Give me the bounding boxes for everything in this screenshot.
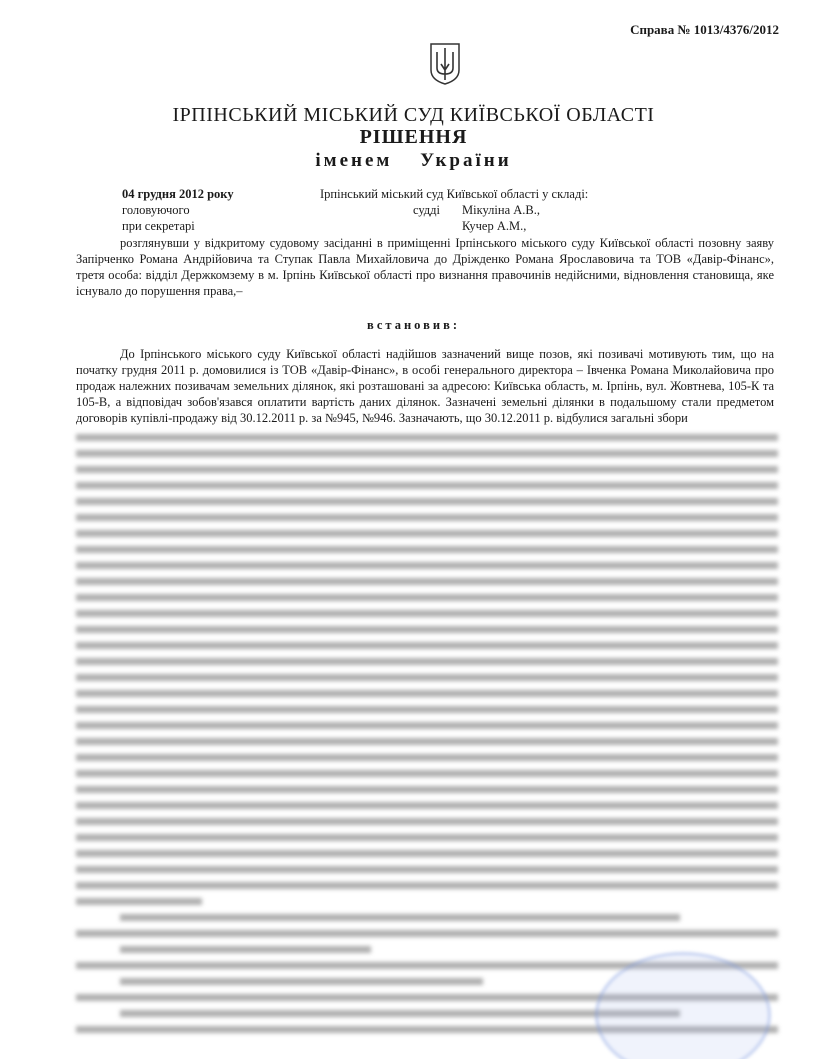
redacted-line	[76, 514, 778, 521]
presiding-label: головуючого	[122, 203, 190, 217]
trident-emblem-icon	[428, 40, 462, 86]
redacted-line	[76, 546, 778, 553]
redacted-line	[76, 690, 778, 697]
in-the-name-of-ukraine: іменем України	[315, 150, 512, 171]
secretary-label: при секретарі	[122, 219, 195, 233]
judge-row	[320, 202, 620, 218]
redacted-line	[76, 706, 778, 713]
redacted-line	[76, 722, 778, 729]
redacted-line	[76, 882, 778, 889]
redacted-line	[76, 754, 778, 761]
redacted-line	[120, 946, 371, 953]
redacted-line	[76, 786, 778, 793]
redacted-line	[76, 610, 778, 617]
redacted-line	[120, 914, 680, 921]
redacted-line	[76, 450, 778, 457]
redacted-line	[76, 530, 778, 537]
secretary-row	[320, 218, 620, 234]
redacted-line	[76, 642, 778, 649]
redacted-line	[76, 930, 778, 937]
redacted-line	[120, 978, 483, 985]
case-number: Справа № 1013/4376/2012	[630, 22, 779, 37]
redacted-line	[76, 658, 778, 665]
redacted-line	[76, 770, 778, 777]
redacted-line	[76, 482, 778, 489]
redacted-line	[76, 738, 778, 745]
redacted-line	[76, 898, 202, 905]
redacted-line	[76, 802, 778, 809]
composition-text: Ірпінський міський суд Київської області у складі:	[320, 187, 589, 201]
redacted-line	[76, 498, 778, 505]
secretary-role-spacer	[320, 218, 462, 234]
redacted-line	[76, 578, 778, 585]
decision-title: РІШЕННЯ	[359, 126, 468, 148]
intro-paragraph: розглянувши у відкритому судовому засіданні в приміщенні Ірпінського міського суду Київської області позовну заяву Запірченко Романа Андрійовича та Ступак Павла Михайловича до Дріжденко Романа Ярославовича та ТОВ «Давір-Фінанс», третя особа: відділ Держкомзему в м. Ірпінь Київської області про визнання правочинів недійсними, відновлення становища, яке існувало до порушення права,–	[76, 236, 774, 298]
redacted-line	[76, 466, 778, 473]
redacted-line	[76, 674, 778, 681]
court-composition	[320, 186, 620, 234]
redacted-line	[76, 594, 778, 601]
decision-date: 04 грудня 2012 року	[122, 187, 234, 201]
hearing-meta-left	[122, 186, 234, 234]
redacted-line	[76, 434, 778, 441]
court-name: ІРПІНСЬКИЙ МІСЬКИЙ СУД КИЇВСЬКОЇ ОБЛАСТІ	[172, 104, 655, 126]
secretary-name: Кучер А.М.,	[462, 219, 527, 233]
redacted-line	[76, 866, 778, 873]
judge-name: Мікуліна А.В.,	[462, 203, 540, 217]
redacted-line	[76, 626, 778, 633]
redacted-line	[76, 562, 778, 569]
body-paragraph: До Ірпінського міського суду Київської області надійшов зазначений вище позов, які позивачі мотивують тим, що на початку грудня 2011 р. домовилися із ТОВ «Давір-Фінанс», в особі генерального директора – Івченка Романа Миколайовича про продаж належних позивачам земельних ділянок, які розташовані за адресою: Київська область, м. Ірпінь, вул. Жовтнева, 105-К та 105-В, а відповідач зобов'язався оплатити вартість даних ділянок. Зазначені земельні ділянки в подальшому стали предметом договорів купівлі-продажу від 30.12.2011 р. за №945, №946. Зазначають, що 30.12.2011 р. відбулися загальні збори	[76, 347, 774, 425]
established-heading: встановив:	[366, 318, 460, 332]
redacted-line	[76, 818, 778, 825]
judge-role: судді	[412, 203, 440, 217]
redacted-line	[76, 850, 778, 857]
redacted-line	[76, 834, 778, 841]
